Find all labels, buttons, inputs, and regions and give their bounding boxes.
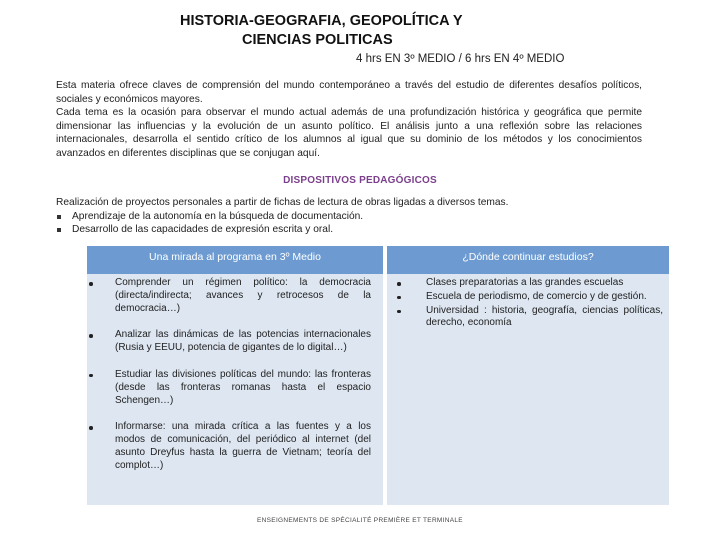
studies-item-text: Escuela de periodismo, de comercio y de gestión. — [426, 290, 647, 302]
hours-subtitle: 4 hrs EN 3º MEDIO / 6 hrs EN 4º MEDIO — [356, 53, 565, 65]
studies-item-text: Universidad : historia, geografía, ciencias políticas, derecho, economía — [426, 304, 663, 329]
bullet-icon — [89, 282, 93, 286]
list-item — [56, 223, 656, 237]
dispositivos-lead: Realización de proyectos personales a partir de fichas de lectura de obras ligadas a diversos temas. — [56, 197, 509, 208]
bullet-icon — [397, 296, 401, 300]
dispositivos-heading: DISPOSITIVOS PEDAGÓGICOS — [283, 175, 437, 186]
program-item — [87, 421, 383, 472]
program-table — [87, 246, 669, 505]
bullet-icon — [397, 282, 401, 286]
program-item — [87, 277, 383, 315]
bullet-icon — [89, 334, 93, 338]
program-header: Una mirada al programa en 3º Medio — [87, 246, 383, 274]
bullet-icon — [89, 426, 93, 430]
intro-paragraph-2: Cada tema es la ocasión para observar el mundo actual además de una profundización histórica y geográfica que permite dimensionar las influencias y la evolución de un asunto político. El análisis junto a una reflexión sobre las relaciones internacionales, desarrolla el sentido crítico de los alumnos al igual que su dominio de los métodos y los conocimientos avanzados en diferentes disciplinas que se conjugan aquí. — [56, 107, 642, 159]
dispositivos-list — [56, 210, 656, 237]
studies-column — [387, 277, 669, 331]
list-item-text: Desarrollo de las capacidades de expresión escrita y oral. — [72, 224, 334, 236]
studies-item — [387, 291, 669, 304]
bullet-icon — [89, 374, 93, 378]
program-item-text: Analizar las dinámicas de las potencias internacionales (Rusia y EEUU, potencia de gigantes de lo digital…) — [115, 329, 371, 354]
list-item — [56, 210, 656, 224]
program-column — [87, 277, 383, 487]
page-title — [180, 12, 480, 50]
studies-item — [387, 305, 669, 331]
square-bullet-icon — [57, 228, 61, 232]
intro-paragraph-1: Esta materia ofrece claves de comprensión del mundo contemporáneo a través del estudio de diferentes desafíos políticos, sociales y económicos mayores. — [56, 80, 642, 105]
bullet-icon — [397, 310, 401, 314]
program-item — [87, 329, 383, 355]
square-bullet-icon — [57, 215, 61, 219]
studies-item-text: Clases preparatorias a las grandes escuelas — [426, 277, 624, 288]
footer-text: ENSEIGNEMENTS DE SPÉCIALITÉ PREMIÈRE ET TERMINALE — [257, 517, 463, 524]
title-line-1: HISTORIA-GEOGRAFIA, GEOPOLÍTICA Y — [180, 13, 463, 29]
program-item-text: Informarse: una mirada crítica a las fuentes y a los modos de comunicación, del periódico al internet (del asunto Dreyfus hasta la guerra de Vietnam; teoría del complot…) — [115, 421, 371, 471]
program-item-text: Comprender un régimen político: la democracia (directa/indirecta; avances y retrocesos de la democracia…) — [115, 277, 371, 314]
program-item — [87, 369, 383, 407]
intro-text — [56, 79, 642, 161]
title-line-2: CIENCIAS POLITICAS — [242, 32, 393, 48]
program-item-text: Estudiar las divisiones políticas del mundo: las fronteras (desde las fronteras romanas hasta el espacio Schengen…) — [115, 368, 371, 406]
dispositivos-section — [56, 196, 656, 237]
studies-item — [387, 277, 669, 290]
studies-header: ¿Dónde continuar estudios? — [387, 246, 669, 274]
list-item-text: Aprendizaje de la autonomía en la búsqueda de documentación. — [72, 210, 364, 222]
